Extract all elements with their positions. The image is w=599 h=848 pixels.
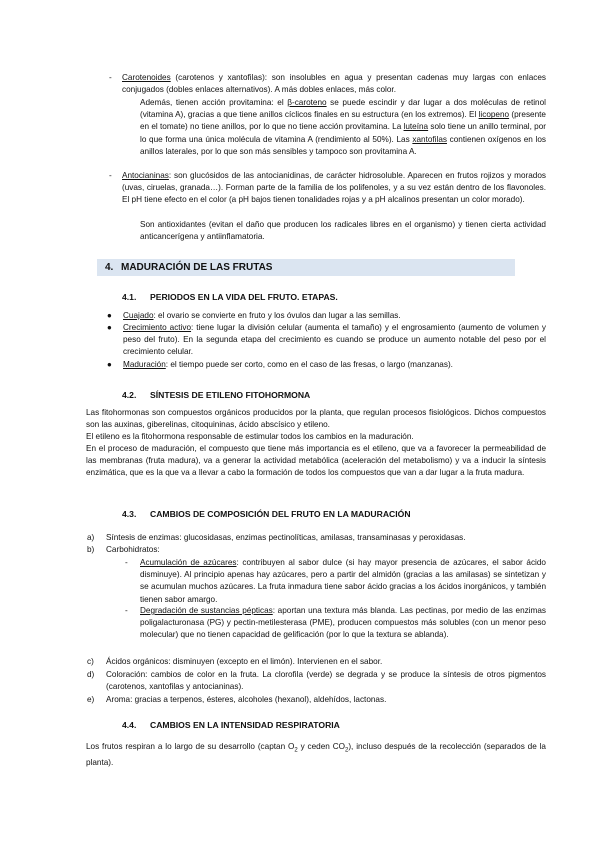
subsection-number: 4.2.	[122, 390, 137, 400]
term-carotenoides: Carotenoides	[122, 73, 171, 82]
term-acumulacion-azucares: Acumulación de azúcares	[140, 558, 237, 567]
list-item-carotenoides	[109, 72, 546, 96]
subsection-title: CAMBIOS DE COMPOSICIÓN DEL FRUTO EN LA MADURACIÓN	[150, 509, 411, 519]
item-text: : contribuyen al sabor dulce (si hay mayor presencia de azúcares, el sabor ácido disminuye). Al principio apenas hay azúcares, pero a partir del almidón (gracias a las amilasas) se sintetizan y se acumulan muchos azúcares. La fruta inmadura tiene sabor ácido gracias a los ácidos inorgánicos, y también tienen sabor amargo.	[140, 558, 546, 604]
list-marker: d)	[87, 670, 95, 679]
bullet-icon: ●	[107, 311, 112, 320]
item-text: : el tiempo puede ser corto, como en el caso de las fresas, o largo (manzanas).	[165, 360, 453, 369]
subsection-title: PERIODOS EN LA VIDA DEL FRUTO. ETAPAS.	[150, 292, 338, 302]
text-fragment: Los frutos respiran a lo largo de su desarrollo (captan O	[86, 742, 295, 751]
list-marker: b)	[87, 545, 95, 554]
term-xantofilas: xantofilas	[412, 134, 447, 144]
list-item-c	[87, 656, 546, 668]
dash-marker: -	[109, 73, 112, 82]
bullet-icon: ●	[107, 323, 112, 332]
list-item-pectinas	[125, 605, 546, 642]
antocianinas-text: : son glucósidos de las antocianidinas, de carácter hidrosoluble. Aparecen en frutos rojizos y morados (uvas, ciruelas, granada…). Forman parte de la familia de los polifenoles, y a su vez están dentro de los flavonoles. El pH tiene efecto en el color (a pH bajos tienen tonalidades rojas y a pH alcalinos presentan un color morado).	[122, 171, 546, 205]
item-text: Aroma: gracias a terpenos, ésteres, alcoholes (hexanol), aldehídos, lactonas.	[106, 695, 387, 704]
paragraph-proceso-maduracion: En el proceso de maduración, el compuesto que tiene más importancia es el etileno, que va a favorecer la permeabilidad de las membranas (fruta madura), va a generar la actividad metabólica (aceleración del metabolismo) y va a inducir la síntesis enzimática, que es la que va a llevar a cabo la formación de todos los compuestos que van a dar lugar a la fruta madura.	[86, 444, 546, 478]
text-fragment: ), incluso después de la recolección (separados de la planta).	[86, 742, 546, 767]
term-licopeno: licopeno	[478, 110, 510, 120]
term-crecimiento-activo: Crecimiento activo	[123, 323, 192, 332]
item-text: : aportan una textura más blanda. Las pectinas, por medio de las enzimas poligalacturonasa (PG) y pectin-metilesterasa (PME), producen compuestos más solubles (con un menor peso molecular) que no tienen capacidad de gelificación (por lo que la textura se ablanda).	[140, 606, 546, 640]
text-fragment: Además, tienen acción provitamina: el	[140, 98, 288, 107]
paragraph-respiracion	[86, 741, 546, 769]
item-text: Carbohidratos:	[106, 545, 160, 554]
dash-marker: -	[125, 558, 128, 567]
list-item-b	[87, 544, 546, 556]
list-item-maduracion	[107, 359, 546, 371]
subscript: 2	[294, 747, 298, 754]
bullet-icon: ●	[107, 360, 112, 369]
item-text: Coloración: cambios de color en la fruta. La clorofila (verde) se degrada y se produce la síntesis de otros pigmentos (carotenos, xantofilas y antocianinas).	[106, 670, 546, 692]
section-number: 4.	[105, 262, 114, 273]
term-cuajado: Cuajado	[123, 311, 154, 320]
paragraph-fitohormonas: Las fitohormonas son compuestos orgánicos producidos por la planta, que regulan procesos fisiológicos. Dichos compuestos son las auxinas, giberelinas, citoquininas, ácido abscísico y etileno.	[86, 408, 546, 430]
list-marker: e)	[87, 695, 95, 704]
list-item-crecimiento	[107, 322, 547, 359]
list-marker: c)	[87, 657, 94, 666]
text-fragment: y ceden CO	[297, 742, 345, 751]
dash-marker: -	[109, 171, 112, 180]
item-text: Síntesis de enzimas: glucosidasas, enzimas pectinolíticas, amilasas, transaminasas y peroxidasas.	[106, 533, 466, 542]
text-fragment: contienen oxígenos en los anillos laterales, por lo que son más sensibles y tampoco son provitamina A.	[140, 134, 546, 156]
text-fragment: se puede escindir y dar lugar a dos moléculas de retinol (vitamina A), gracias a que tiene anillos cíclicos finales en su estructura (en los extremos). El	[140, 98, 546, 120]
subscript: 2	[344, 747, 349, 754]
carotenoides-text: (carotenos y xantofilas): son insolubles en agua y presentan cadenas muy largas con enlaces conjugados (dobles enlaces alternativos). A más dobles enlaces, más color.	[122, 73, 546, 95]
term-degradacion-pecticas: Degradación de sustancias pépticas	[140, 606, 273, 615]
list-item-d	[87, 669, 546, 693]
subsection-number: 4.4.	[122, 720, 137, 730]
section-heading-4	[97, 259, 515, 276]
text-fragment: solo tiene un anillo terminal, por lo que forma una única molécula de vitamina A (rendimiento al 50%). Las	[140, 122, 547, 144]
list-item-antocianinas	[109, 170, 546, 207]
list-item-a	[87, 532, 546, 544]
list-item-cuajado	[107, 310, 546, 322]
list-marker: a)	[87, 533, 95, 542]
antocianinas-continuation: Son antioxidantes (evitan el daño que producen los radicales libres en el organismo) y tienen cierta actividad anticancerígena y antiinflamatoria.	[140, 220, 546, 242]
term-beta-caroteno: β-caroteno	[287, 98, 327, 107]
list-item-e	[87, 694, 546, 706]
subsection-number: 4.1.	[122, 292, 137, 302]
text-fragment: (presente en el tomate) no tiene anillos, por lo que no tiene acción provitamina. La	[140, 110, 546, 132]
term-antocianinas: Antocianinas	[122, 171, 169, 180]
subsection-number: 4.3.	[122, 509, 137, 519]
term-maduracion: Maduración	[123, 360, 166, 369]
subsection-title: SÍNTESIS DE ETILENO FITOHORMONA	[150, 390, 311, 400]
carotenoides-continuation	[140, 97, 546, 158]
subsection-title: CAMBIOS EN LA INTENSIDAD RESPIRATORIA	[150, 720, 340, 730]
item-text: : el ovario se convierte en fruto y los óvulos dan lugar a las semillas.	[153, 311, 401, 320]
item-text: Ácidos orgánicos: disminuyen (excepto en el limón). Intervienen en el sabor.	[106, 657, 383, 666]
term-luteina: luteína	[403, 122, 429, 132]
section-title: MADURACIÓN DE LAS FRUTAS	[121, 262, 273, 273]
item-text: : tiene lugar la división celular (aumenta el tamaño) y el engrosamiento (aumento de volumen y peso del fruto). En la segunda etapa del crecimiento es cuando se produce un aumento notable del peso por el crecimiento celular.	[123, 323, 547, 357]
dash-marker: -	[125, 606, 128, 615]
list-item-azucares	[125, 557, 546, 606]
paragraph-etileno: El etileno es la fitohormona responsable de estimular todos los cambios en la maduración.	[86, 432, 414, 441]
